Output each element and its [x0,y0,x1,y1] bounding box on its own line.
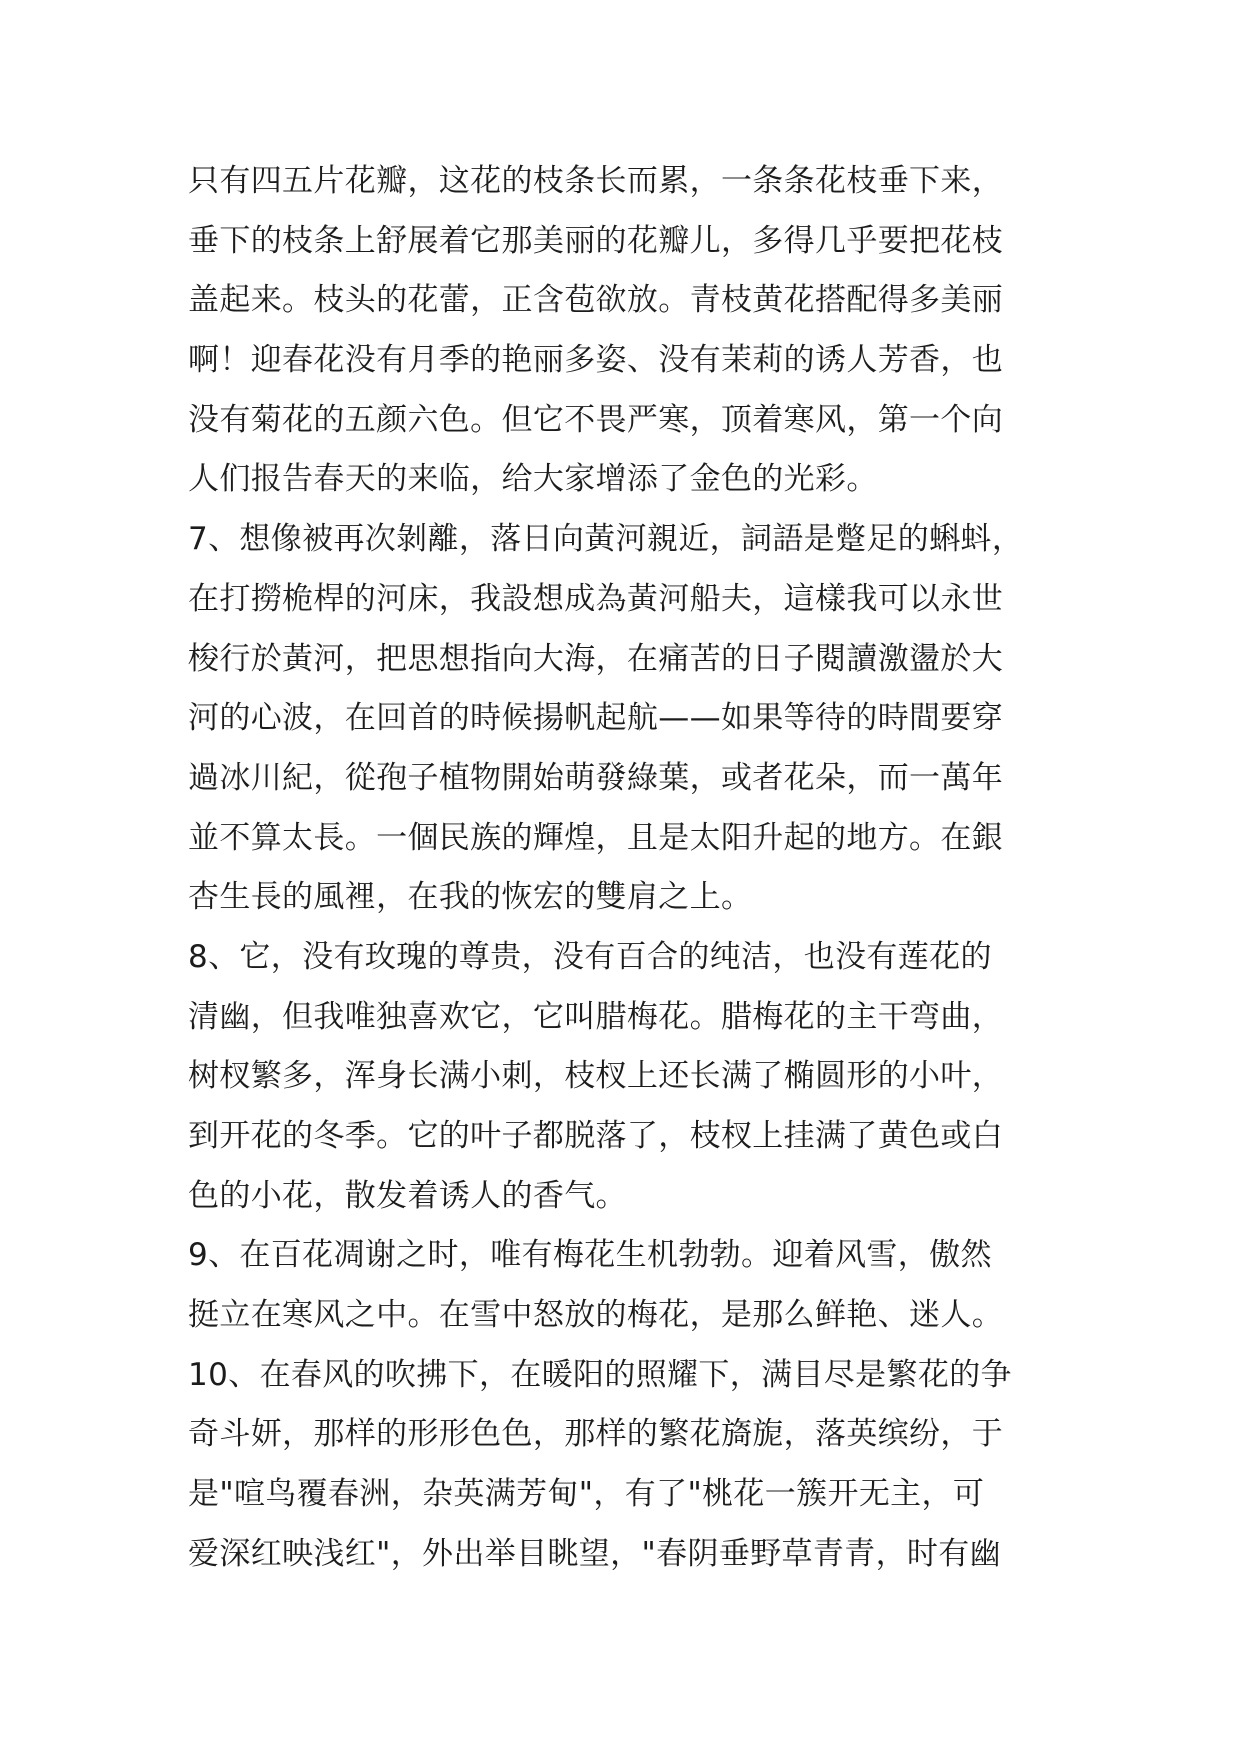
text-line: 树杈繁多，浑身长满小刺，枝杈上还长满了椭圆形的小叶， [188,1058,1004,1095]
text-line: 過冰川紀，從孢子植物開始萌發綠葉，或者花朵，而一萬年 [188,759,1004,796]
text-line: 爱深红映浅红"，外出举目眺望，"春阴垂野草青青，时有幽 [188,1535,1001,1572]
text-line: 清幽，但我唯独喜欢它，它叫腊梅花。腊梅花的主干弯曲， [188,998,1004,1035]
text-line: 垂下的枝条上舒展着它那美丽的花瓣儿，多得几乎要把花枝 [188,222,1004,259]
text-line: 並不算太長。一個民族的輝煌，且是太阳升起的地方。在銀 [188,819,1004,856]
text-line: 只有四五片花瓣，这花的枝条长而累，一条条花枝垂下来， [188,163,1004,199]
document-body [188,152,1068,1585]
text-line: 盖起来。枝头的花蕾，正含苞欲放。青枝黄花搭配得多美丽 [188,282,1004,319]
text-line: 啊！迎春花没有月季的艳丽多姿、没有茉莉的诱人芳香，也 [188,342,1004,379]
text-line: 奇斗妍，那样的形形色色，那样的繁花旖旎，落英缤纷，于 [188,1416,1004,1453]
text-line: 人们报告春天的来临，给大家增添了金色的光彩。 [188,461,878,498]
text-line: 在打撈桅桿的河床，我設想成為黃河船夫，這樣我可以永世 [188,580,1004,617]
text-line: 色的小花，散发着诱人的香气。 [188,1177,627,1214]
text-line: 10、在春风的吹拂下，在暖阳的照耀下，满目尽是繁花的争 [188,1356,1012,1393]
text-line: 是"喧鸟覆春洲，杂英满芳甸"，有了"桃花一簇开无主，可 [188,1476,985,1513]
text-line: 8、它，没有玫瑰的尊贵，没有百合的纯洁，也没有莲花的 [188,938,992,975]
text-line: 到开花的冬季。它的叶子都脱落了，枝杈上挂满了黄色或白 [188,1118,1004,1154]
text-line: 9、在百花凋谢之时，唯有梅花生机勃勃。迎着风雪，傲然 [188,1237,992,1274]
text-line: 梭行於黃河，把思想指向大海，在痛苦的日子閱讀激盪於大 [188,640,1004,677]
text-line: 挺立在寒风之中。在雪中怒放的梅花，是那么鲜艳、迷人。 [188,1297,1004,1334]
text-line: 河的心波，在回首的時候揚帆起航——如果等待的時間要穿 [188,700,1004,737]
text-line: 杏生長的風裡，在我的恢宏的雙肩之上。 [188,879,753,916]
text-line: 没有菊花的五颜六色。但它不畏严寒，顶着寒风，第一个向 [188,401,1004,438]
text-line: 7、想像被再次剝離，落日向黃河親近，詞語是蹩足的蝌蚪， [188,521,1024,558]
